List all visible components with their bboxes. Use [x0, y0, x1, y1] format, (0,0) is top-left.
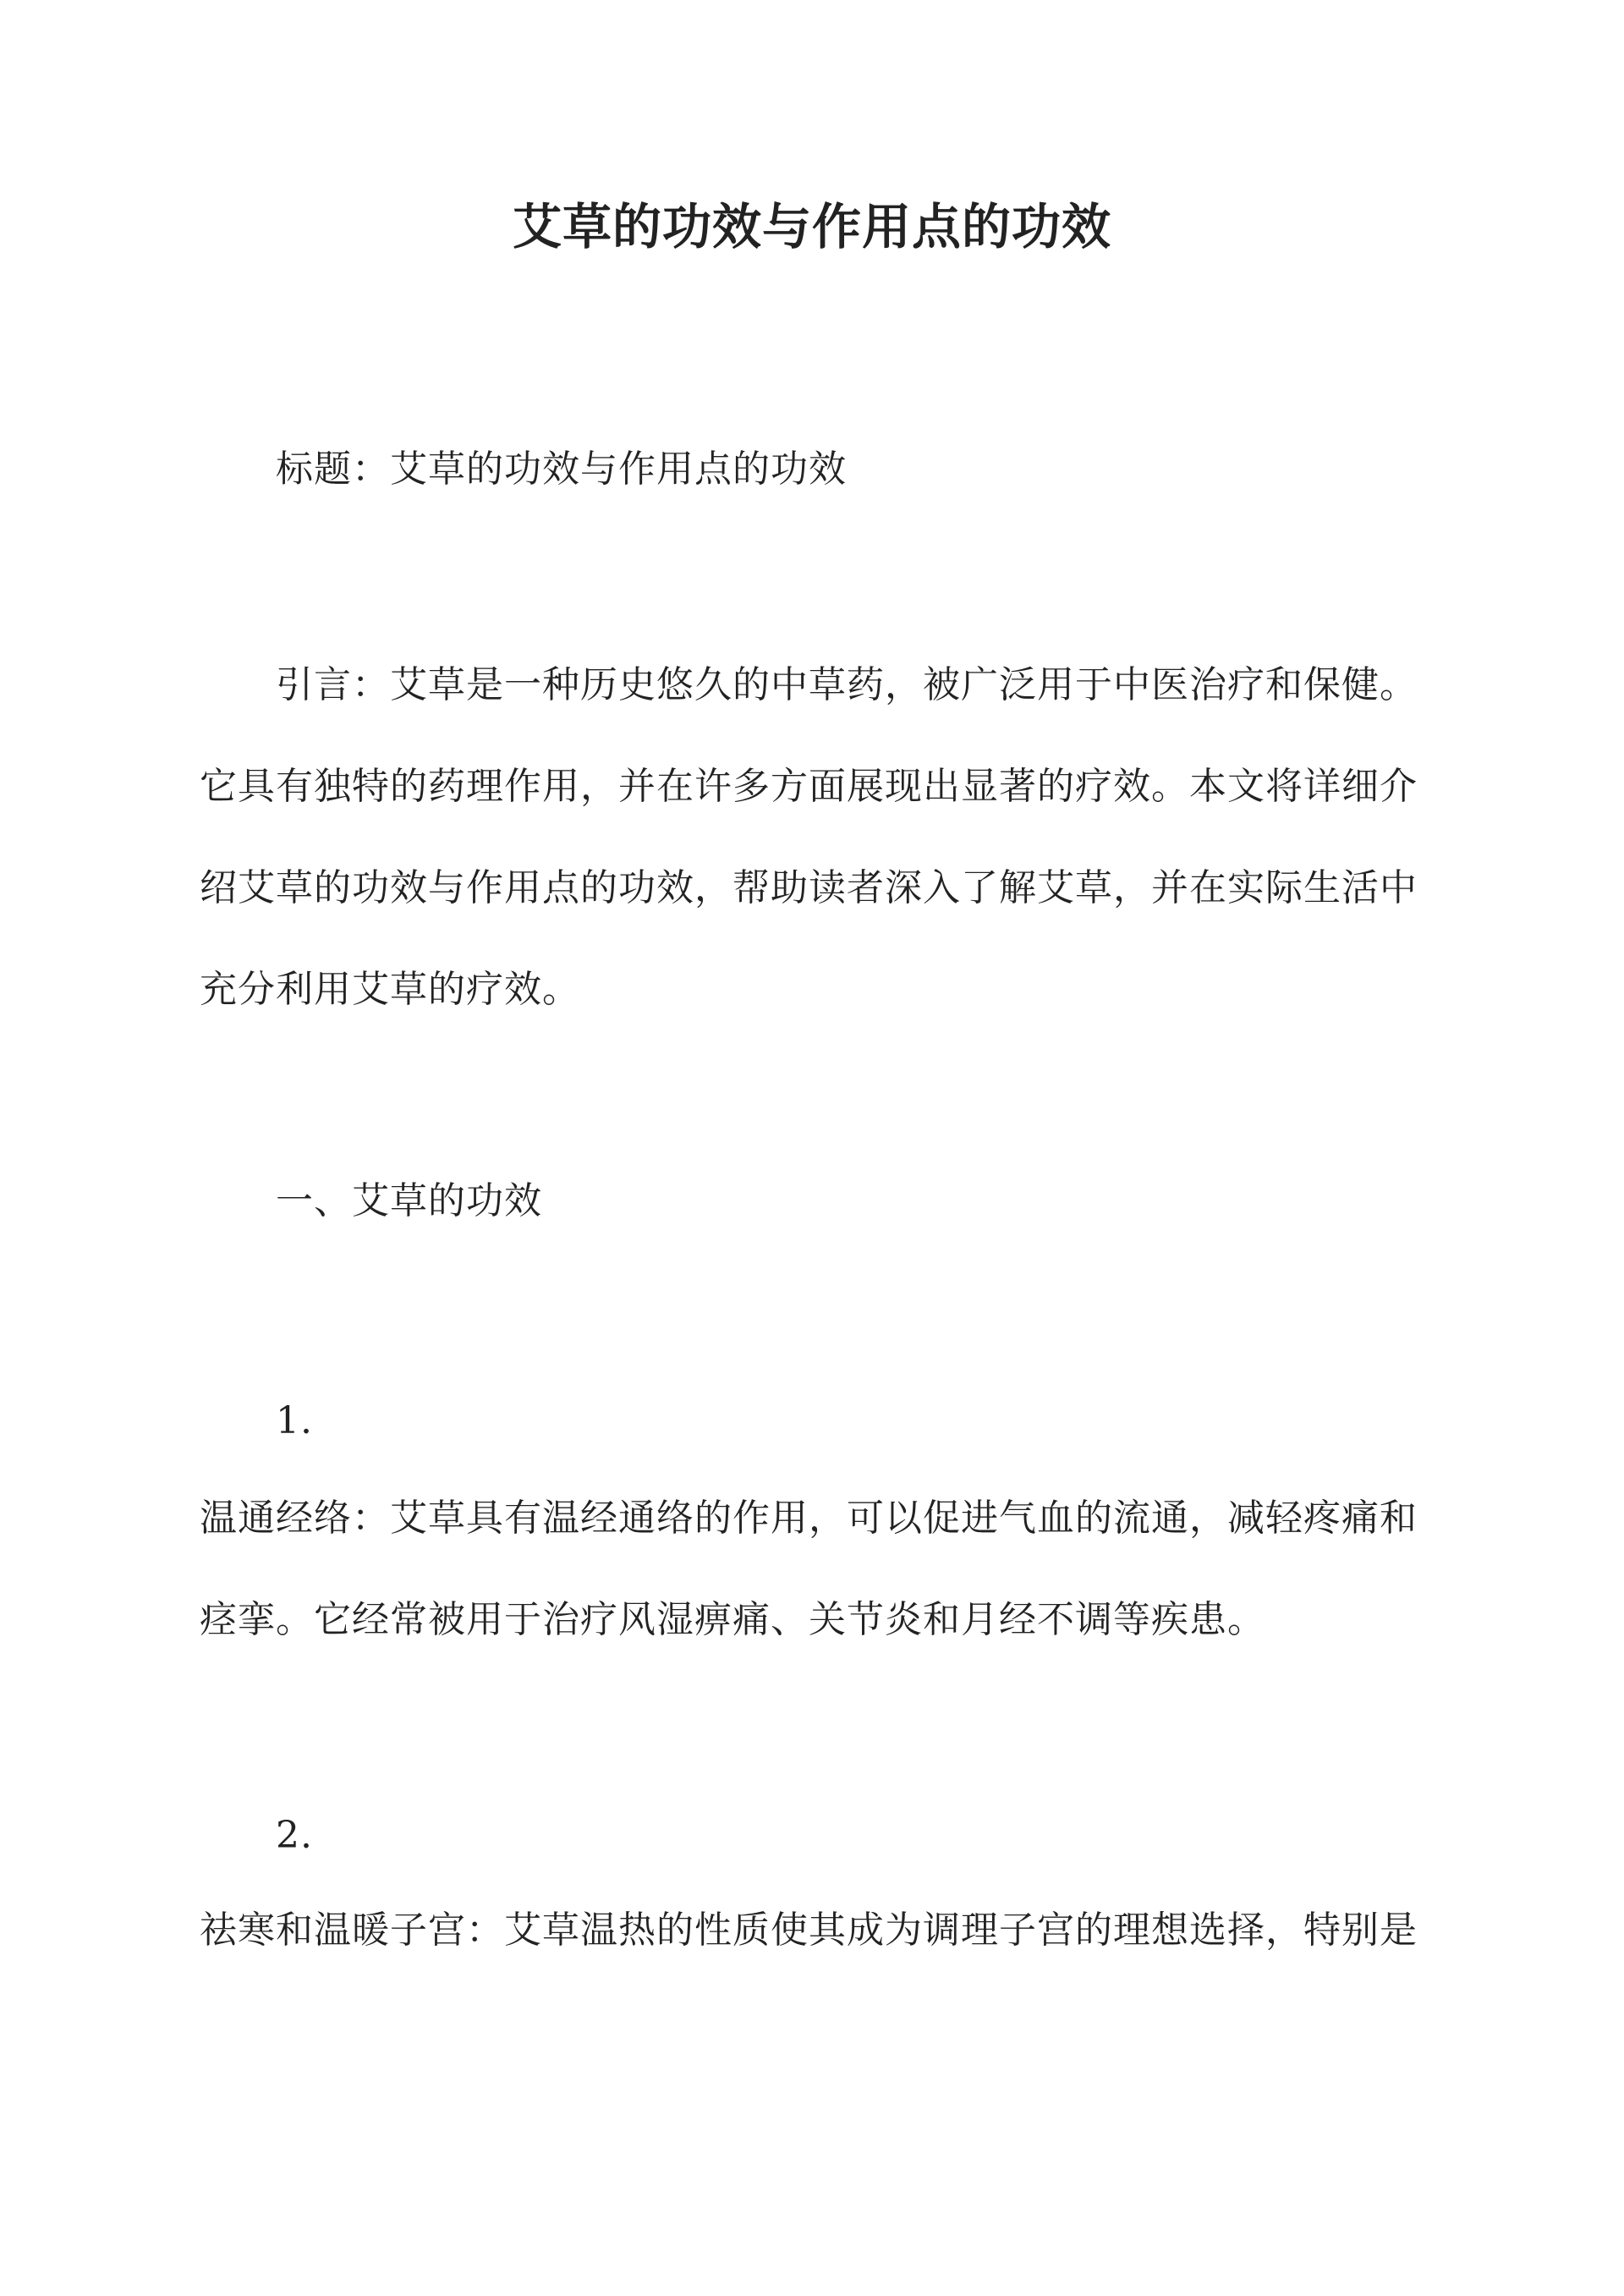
intro-line: 引言：艾草是一种历史悠久的中草药，被广泛用于中医治疗和保健。: [276, 663, 1418, 706]
item-number: 2.: [276, 1814, 313, 1857]
intro-paragraph: [200, 634, 1424, 1041]
item-one-line: 温通经络：艾草具有温经通络的作用，可以促进气血的流通，减轻疼痛和: [200, 1497, 1418, 1540]
item-one-line: 痉挛。它经常被用于治疗风湿痹痛、关节炎和月经不调等疾患。: [200, 1598, 1265, 1641]
section-heading: 一、艾草的功效: [276, 1179, 542, 1222]
intro-line: 充分利用艾草的疗效。: [200, 968, 580, 1011]
item-two-line: 祛寒和温暖子宫：艾草温热的性质使其成为调理子宫的理想选择，特别是: [200, 1909, 1418, 1952]
item-one-paragraph: [200, 1468, 1424, 1671]
intro-line: 它具有独特的药理作用，并在许多方面展现出显著的疗效。本文将详细介: [200, 765, 1418, 808]
item-number: 1.: [276, 1399, 313, 1442]
intro-line: 绍艾草的功效与作用点的功效，帮助读者深入了解艾草，并在实际生活中: [200, 866, 1418, 909]
document-title: 艾草的功效与作用点的功效: [512, 198, 1111, 255]
item-two-paragraph: [200, 1880, 1424, 1981]
heading-line: 标题：艾草的功效与作用点的功效: [276, 448, 847, 491]
